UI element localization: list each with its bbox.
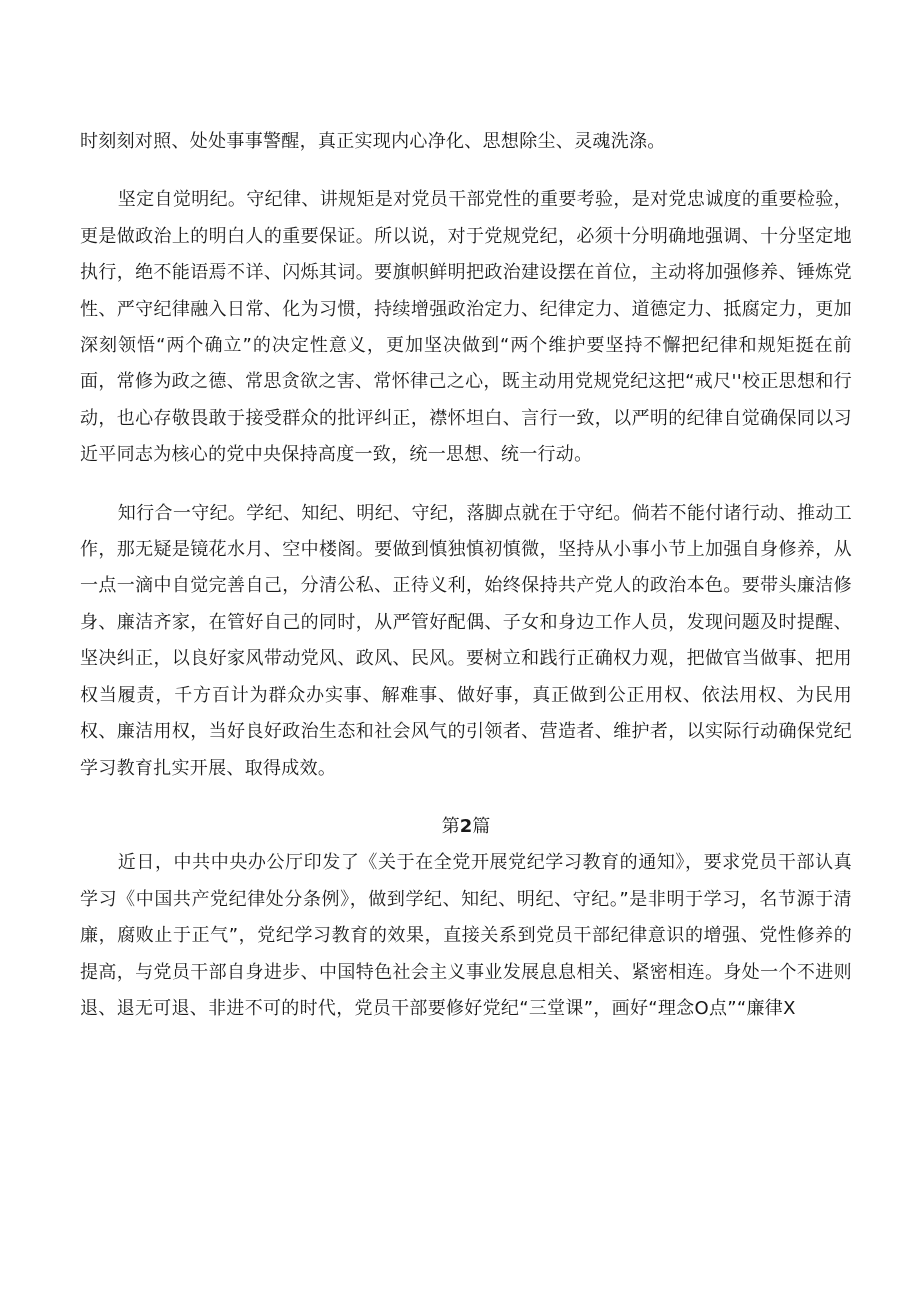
paragraph-section-intro: 近日，中共中央办公厅印发了《关于在全党开展党纪学习教育的通知》，要求党员干部认真学习《中国共产党纪律处分条例》，做到学纪、知纪、明纪、守纪。”是非明于学习，名节源于清廉，腐败止于正气”，党纪学习教育的效果，直接关系到党员干部纪律意识的增强、党性修养的提高，与党员干部自身进步、中国特色社会主义事业发展息息相关、紧密相连。身处一个不进则退、退无可退、非进不可的时代，党员干部要修好党纪“三堂课”，画好“理念O点”“廉律X xyxy=(80,852,852,1019)
paragraph-knowledge-action: 知行合一守纪。学纪、知纪、明纪、守纪，落脚点就在于守纪。倘若不能付诸行动、推动工作，那无疑是镜花水月、空中楼阁。要做到慎独慎初慎微，坚持从小事小节上加强自身修养，从一点一滴中自觉完善自己，分清公私、正待义利，始终保持共产党人的政治本色。要带头廉洁修身、廉洁齐家，在管好自己的同时，从严管好配偶、子女和身边工作人员，发现问题及时提醒、坚决纠正，以良好家风带动党风、政风、民风。要树立和践行正确权力观，把做官当做事、把用权当履责，千方百计为群众办实事、解难事、做好事，真正做到公正用权、依法用权、为民用权、廉洁用权，当好良好政治生态和社会风气的引领者、营造者、维护者，以实际行动确保党纪学习教育扎实开展、取得成效。 xyxy=(80,502,852,779)
document-page xyxy=(80,124,852,1027)
paragraph-self-discipline: 坚定自觉明纪。守纪律、讲规矩是对党员干部党性的重要考验，是对党忠诚度的重要检验，更是做政治上的明白人的重要保证。所以说，对于党规党纪，必须十分明确地强调、十分坚定地执行，绝不能语焉不详、闪烁其词。要旗帜鲜明把政治建设摆在首位，主动将加强修养、锤炼党性、严守纪律融入日常、化为习惯，持续增强政治定力、纪律定力、道德定力、抵腐定力，更加深刻领悟“两个确立”的决定性意义，更加坚决做到“两个维护要坚持不懈把纪律和规矩挺在前面，常修为政之德、常思贪欲之害、常怀律己之心，既主动用党规党纪这把“戒尺''校正思想和行动，也心存敬畏敢于接受群众的批评纠正，襟怀坦白、言行一致，以严明的纪律自觉确保同以习近平同志为核心的党中央保持高度一致，统一思想、统一行动。 xyxy=(80,189,852,466)
section-heading-number: 2 xyxy=(459,815,473,837)
paragraph-continuation: 时刻刻对照、处处事事警醒，真正实现内心净化、思想除尘、灵魂洗涤。 xyxy=(80,131,666,152)
section-heading xyxy=(80,809,852,845)
section-heading-prefix: 第 xyxy=(441,815,460,837)
section-heading-suffix: 篇 xyxy=(472,815,491,837)
